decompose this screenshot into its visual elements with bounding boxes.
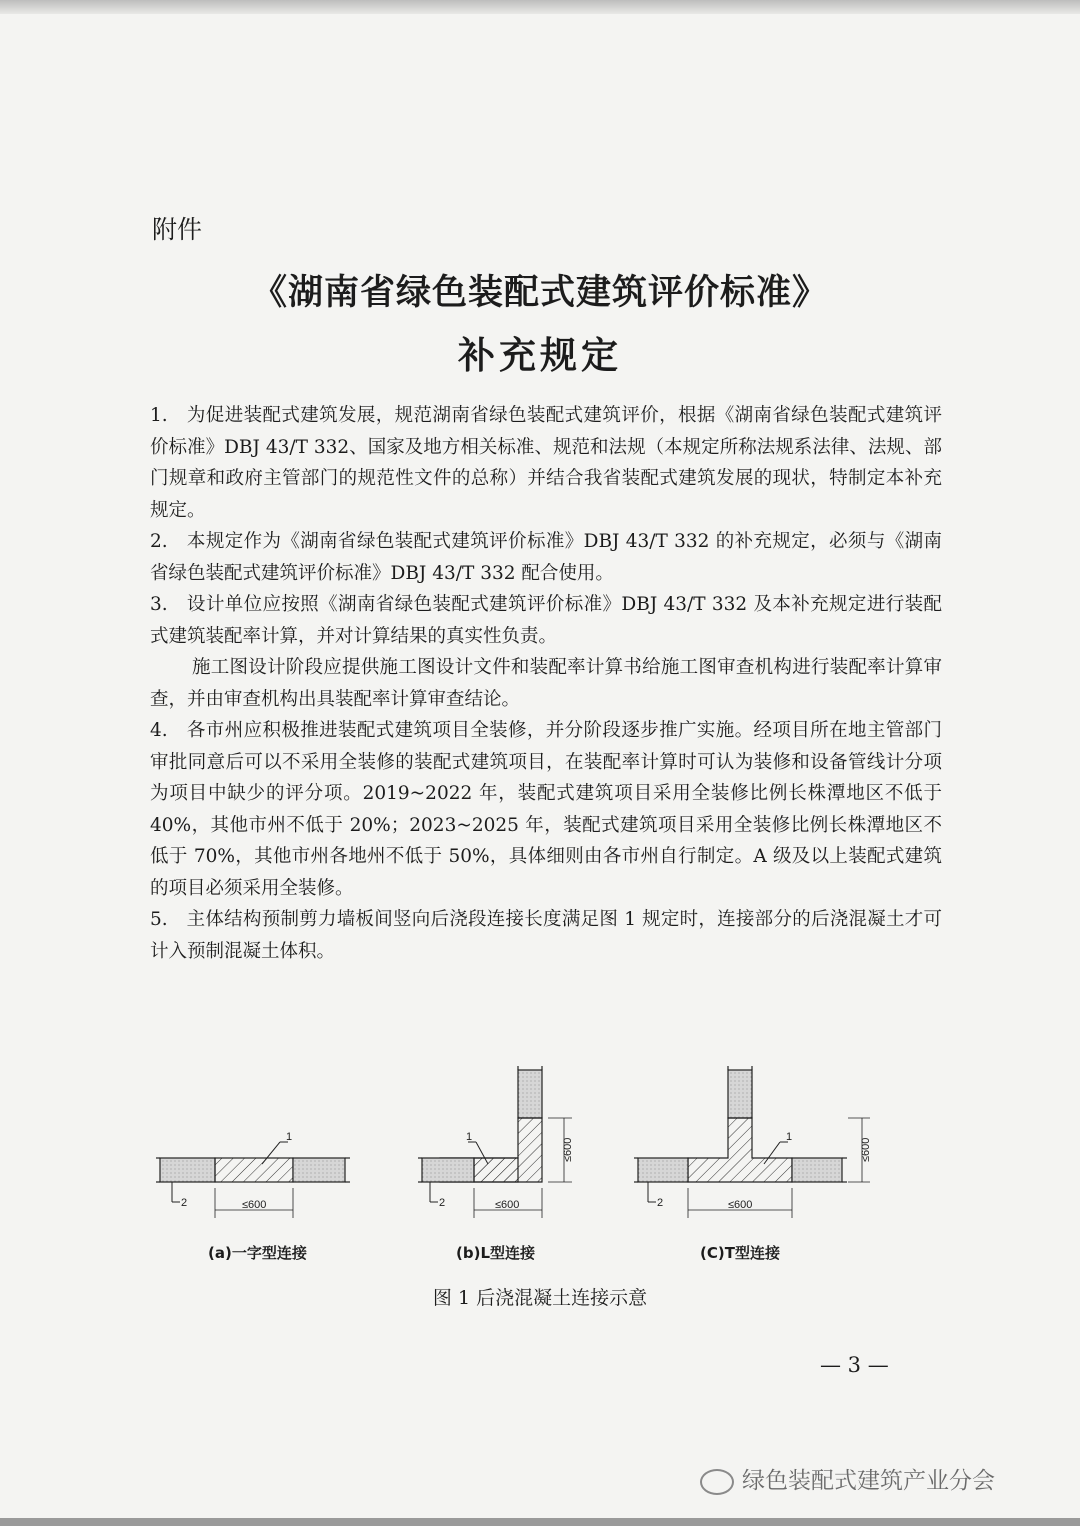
caption-a: (a)一字型连接 (208, 1244, 307, 1262)
figure-b-l-shape (418, 1066, 572, 1218)
wechat-icon (700, 1469, 734, 1495)
paragraph-3-continued: 施工图设计阶段应提供施工图设计文件和装配率计算书给施工图审查机构进行装配率计算审查，并由审查机构出具装配率计算审查结论。 (150, 657, 942, 710)
paragraph-3: 3. 设计单位应按照《湖南省绿色装配式建筑评价标准》DBJ 43/T 332 及本补充规定进行装配式建筑装配率计算，并对计算结果的真实性负责。 (150, 594, 942, 647)
fig-a-label-1: 1 (286, 1131, 293, 1143)
scan-top-edge (0, 0, 1080, 14)
watermark (700, 1462, 995, 1495)
caption-b: (b)L型连接 (456, 1244, 536, 1262)
paragraph-5: 5. 主体结构预制剪力墙板间竖向后浇段连接长度满足图 1 规定时，连接部分的后浇混凝土才可计入预制混凝土体积。 (150, 909, 942, 962)
fig-a-dim: ≤600 (242, 1199, 267, 1211)
document-body (150, 400, 942, 967)
fig-c-vdim: ≤600 (860, 1137, 872, 1162)
fig-a-label-2: 2 (181, 1197, 188, 1209)
page-number: — 3 — (820, 1353, 889, 1377)
scan-bottom-edge (0, 1518, 1080, 1526)
figure-c-t-shape (634, 1066, 870, 1218)
paragraph-2: 2. 本规定作为《湖南省绿色装配式建筑评价标准》DBJ 43/T 332 的补充规定，必须与《湖南省绿色装配式建筑评价标准》DBJ 43/T 332 配合使用。 (150, 531, 942, 584)
document-title: 《湖南省绿色装配式建筑评价标准》 (251, 273, 828, 313)
fig-b-label-2: 2 (439, 1197, 446, 1209)
fig-c-label-1: 1 (786, 1131, 793, 1143)
document-subtitle: 补充规定 (458, 334, 622, 377)
paragraph-1: 1. 为促进装配式建筑发展，规范湖南省绿色装配式建筑评价，根据《湖南省绿色装配式建筑评价标准》DBJ 43/T 332、国家及地方相关标准、规范和法规（本规定所称法规系法律、法规、部门规章和政府主管部门的规范性文件的总称）并结合我省装配式建筑发展的现状，特制定本补充规定。 (150, 405, 942, 521)
watermark-text: 绿色装配式建筑产业分会 (742, 1468, 995, 1494)
connection-figures (150, 1060, 940, 1270)
figure-title: 图 1 后浇混凝土连接示意 (432, 1287, 648, 1309)
fig-c-label-2: 2 (657, 1197, 664, 1209)
fig-b-label-1: 1 (466, 1131, 473, 1143)
paragraph-4: 4. 各市州应积极推进装配式建筑项目全装修，并分阶段逐步推广实施。经项目所在地主管部门审批同意后可以不采用全装修的装配式建筑项目，在装配率计算时可认为装修和设备管线计分项为项目中缺少的评分项。2019~2022 年，装配式建筑项目采用全装修比例长株潭地区不低于 40%，其他市州不低于 20%；2023~2025 年，装配式建筑项目采用全装修比例长株潭地区不低于 70%，其他市州各地州不低于 50%，具体细则由各市州自行制定。A 级及以上装配式建筑的项目必须采用全装修。 (150, 720, 942, 899)
fig-b-dim: ≤600 (495, 1199, 520, 1211)
caption-c: (C)T型连接 (700, 1244, 780, 1262)
fig-b-vdim: ≤600 (562, 1137, 574, 1162)
attachment-label: 附件 (152, 215, 203, 244)
connection-diagram (150, 1060, 940, 1235)
fig-c-dim: ≤600 (728, 1199, 753, 1211)
